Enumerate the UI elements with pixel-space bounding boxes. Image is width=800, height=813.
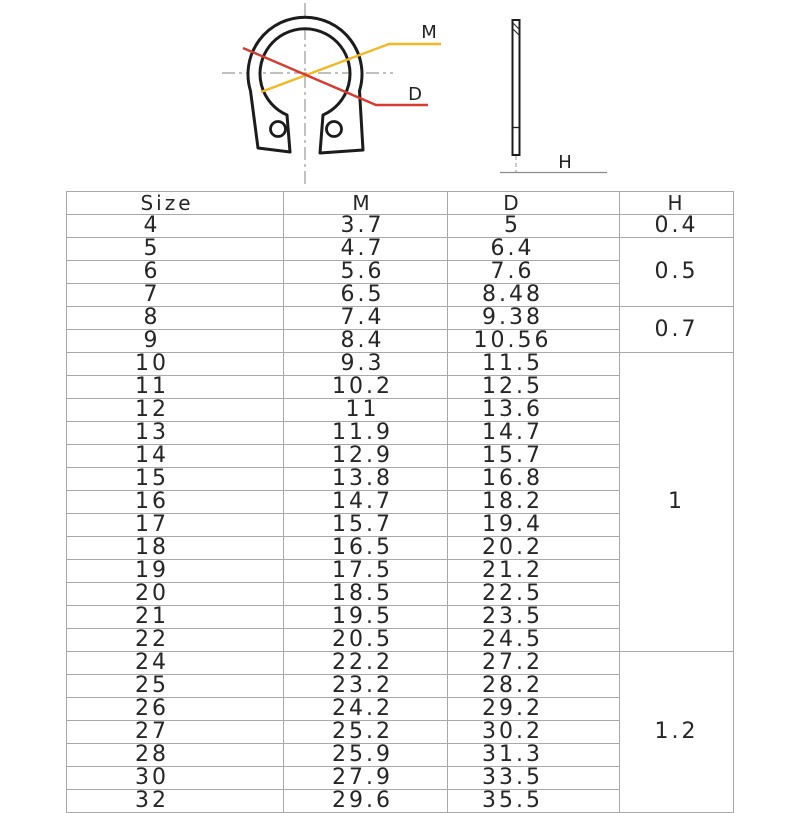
cell-m: 23.2 [284,675,448,698]
cell-d: 21.2 [448,560,620,583]
cell-m: 15.7 [284,514,448,537]
cell-m: 7.4 [284,307,448,330]
dimension-table-body [67,215,734,813]
cell-m: 12.9 [284,445,448,468]
cell-m: 25.9 [284,744,448,767]
cell-size: 18 [67,537,284,560]
cell-size: 17 [67,514,284,537]
table-row [67,215,734,238]
cell-size: 26 [67,698,284,721]
cell-size: 25 [67,675,284,698]
cell-d: 31.3 [448,744,620,767]
cell-d: 15.7 [448,445,620,468]
cell-size: 27 [67,721,284,744]
cell-size: 9 [67,330,284,353]
cell-h: 0.4 [620,215,734,238]
cell-d: 14.7 [448,422,620,445]
cell-d: 22.5 [448,583,620,606]
cell-d: 10.56 [448,330,620,353]
cell-m: 4.7 [284,238,448,261]
cell-m: 5.6 [284,261,448,284]
cell-m: 10.2 [284,376,448,399]
cell-m: 19.5 [284,606,448,629]
dimension-table [66,191,734,813]
cell-d: 28.2 [448,675,620,698]
cell-m: 18.5 [284,583,448,606]
cell-d: 23.5 [448,606,620,629]
cell-m: 14.7 [284,491,448,514]
cell-size: 19 [67,560,284,583]
cell-size: 32 [67,790,284,813]
cell-size: 6 [67,261,284,284]
cell-d: 35.5 [448,790,620,813]
cell-size: 13 [67,422,284,445]
cell-size: 28 [67,744,284,767]
cell-d: 16.8 [448,468,620,491]
cell-size: 10 [67,353,284,376]
header-row [67,192,734,215]
cell-h: 0.5 [620,238,734,307]
cell-d: 18.2 [448,491,620,514]
cell-m: 20.5 [284,629,448,652]
cell-h: 0.7 [620,307,734,353]
cell-d: 8.48 [448,284,620,307]
m-label: M [421,22,437,43]
cell-m: 27.9 [284,767,448,790]
cell-size: 16 [67,491,284,514]
cell-m: 17.5 [284,560,448,583]
cell-m: 25.2 [284,721,448,744]
cell-size: 22 [67,629,284,652]
cell-size: 7 [67,284,284,307]
right-lug-hole [327,122,342,137]
table-row [67,238,734,261]
cell-m: 3.7 [284,215,448,238]
table-row [67,353,734,376]
cell-m: 29.6 [284,790,448,813]
cell-size: 12 [67,399,284,422]
cell-m: 13.8 [284,468,448,491]
cell-size: 30 [67,767,284,790]
cell-d: 13.6 [448,399,620,422]
cell-size: 24 [67,652,284,675]
h-label: H [558,152,572,173]
cell-d: 24.5 [448,629,620,652]
header-m: M [284,192,448,215]
d-label: D [408,84,422,105]
table-row [67,307,734,330]
cell-d: 29.2 [448,698,620,721]
cell-size: 15 [67,468,284,491]
header-d: D [448,192,620,215]
cell-m: 8.4 [284,330,448,353]
header-size: Size [67,192,284,215]
cell-m: 11 [284,399,448,422]
side-view-profile [513,20,520,155]
cell-d: 7.6 [448,261,620,284]
cell-d: 9.38 [448,307,620,330]
d-dimension-leader [243,48,428,105]
cell-d: 6.4 [448,238,620,261]
cell-d: 11.5 [448,353,620,376]
side-view [500,20,607,173]
cell-d: 5 [448,215,620,238]
cell-d: 27.2 [448,652,620,675]
cell-d: 20.2 [448,537,620,560]
cell-m: 24.2 [284,698,448,721]
circlip-technical-drawing [0,0,800,192]
cell-size: 20 [67,583,284,606]
table-row [67,652,734,675]
cell-h: 1 [620,353,734,652]
cell-m: 11.9 [284,422,448,445]
cell-m: 9.3 [284,353,448,376]
cell-size: 14 [67,445,284,468]
front-view [222,3,441,186]
cell-m: 22.2 [284,652,448,675]
cell-d: 33.5 [448,767,620,790]
left-lug-hole [271,122,286,137]
header-h: H [620,192,734,215]
cell-size: 4 [67,215,284,238]
cell-size: 11 [67,376,284,399]
cell-m: 6.5 [284,284,448,307]
cell-h: 1.2 [620,652,734,813]
cell-d: 30.2 [448,721,620,744]
cell-size: 8 [67,307,284,330]
cell-size: 21 [67,606,284,629]
cell-m: 16.5 [284,537,448,560]
cell-d: 12.5 [448,376,620,399]
cell-d: 19.4 [448,514,620,537]
cell-size: 5 [67,238,284,261]
